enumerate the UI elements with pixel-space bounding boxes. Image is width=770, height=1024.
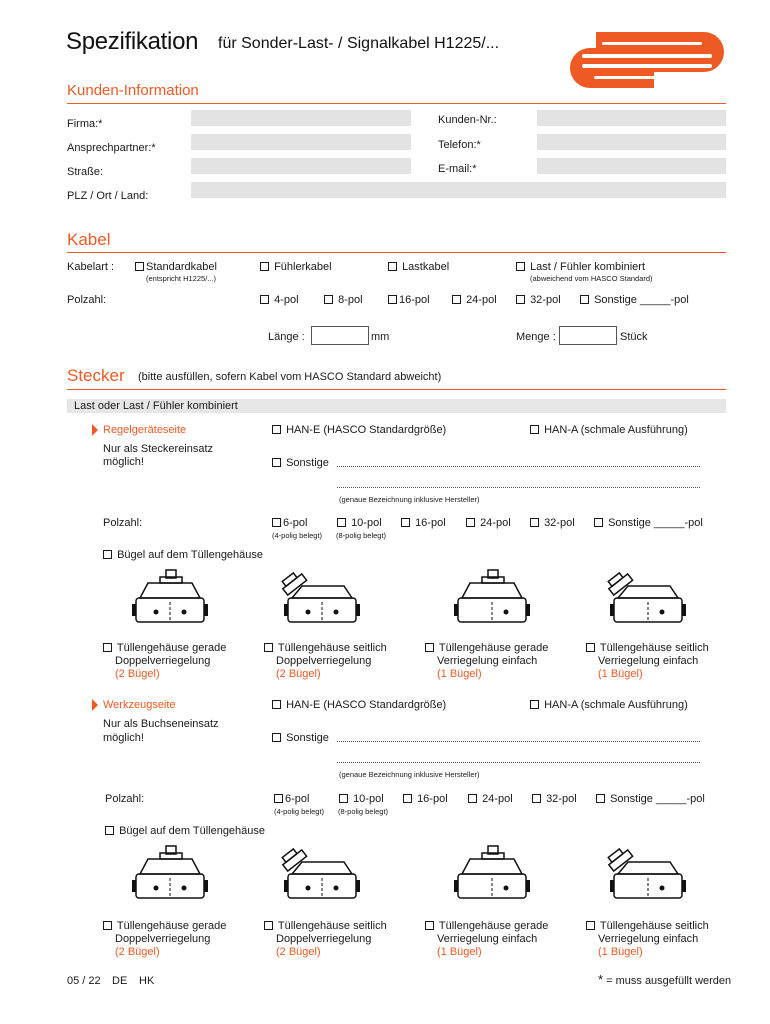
werkzeug-housing-option[interactable]: Tüllengehäuse seitlich Doppelverriegelung (2 Bügel) (264, 920, 387, 959)
checkbox[interactable] (324, 295, 333, 304)
werkzeug-sonstige-line[interactable] (337, 741, 700, 742)
footer-date: 05 / 22 (67, 975, 101, 987)
werkzeug-note-2: möglich! (103, 732, 144, 744)
kunden-nr-field[interactable] (537, 110, 726, 126)
checkbox[interactable] (260, 262, 269, 271)
section-kunden-heading: Kunden-Information (67, 82, 199, 99)
checkbox[interactable] (388, 262, 397, 271)
strasse-label: Straße: (67, 166, 104, 178)
laenge-unit: mm (371, 331, 390, 343)
checkbox[interactable] (532, 794, 541, 803)
checkbox[interactable] (272, 458, 281, 467)
housing-side-single-icon (604, 568, 690, 630)
checkbox[interactable] (272, 425, 281, 434)
plz-field[interactable] (191, 182, 726, 198)
checkbox[interactable] (530, 700, 539, 709)
firma-field[interactable] (191, 110, 411, 126)
laenge-field[interactable] (311, 326, 369, 345)
section-kabel-heading: Kabel (67, 230, 111, 249)
regel-han-a-option[interactable]: HAN-A (schmale Ausführung) (530, 424, 688, 436)
werkzeug-polzahl-label: Polzahl: (105, 793, 145, 805)
email-field[interactable] (537, 158, 726, 174)
checkbox[interactable] (339, 794, 348, 803)
checkbox[interactable] (586, 921, 595, 930)
werkzeug-pol-option[interactable]: 32-pol (532, 793, 577, 805)
checkbox[interactable] (103, 550, 112, 559)
checkbox[interactable] (466, 518, 475, 527)
page-title: Spezifikation (66, 28, 199, 55)
werkzeug-han-e-option[interactable]: HAN-E (HASCO Standardgröße) (272, 699, 446, 711)
kombiniert-note: (abweichend vom HASCO Standard) (530, 274, 653, 283)
checkbox[interactable] (274, 794, 283, 803)
checkbox[interactable] (596, 794, 605, 803)
checkbox[interactable] (425, 921, 434, 930)
regel-pol-option[interactable]: Sonstige _____-pol (594, 517, 703, 529)
checkbox[interactable] (516, 295, 525, 304)
regel-note-2: möglich! (103, 456, 144, 468)
footer-lang: DE (112, 975, 128, 987)
hasco-logo (566, 28, 728, 92)
checkbox[interactable] (594, 518, 603, 527)
werkzeug-housing-option[interactable]: Tüllengehäuse gerade Doppelverriegelung (2 Bügel) (103, 920, 226, 959)
checkbox[interactable] (103, 921, 112, 930)
arrow-icon (92, 424, 98, 436)
checkbox[interactable] (264, 921, 273, 930)
telefon-label: Telefon:* (438, 139, 481, 151)
checkbox[interactable] (403, 794, 412, 803)
regel-polzahl-label: Polzahl: (103, 517, 143, 529)
checkbox[interactable] (272, 518, 281, 527)
stecker-bar-label: Last oder Last / Fühler kombiniert (74, 400, 238, 412)
regel-sonstige-option[interactable]: Sonstige (272, 457, 329, 469)
kunden-nr-label: Kunden-Nr.: (438, 114, 497, 126)
werkzeug-sonstige-option[interactable]: Sonstige (272, 732, 329, 744)
checkbox[interactable] (468, 794, 477, 803)
regel-pole-note-2: (8-polig belegt) (336, 531, 387, 540)
menge-unit: Stück (620, 331, 648, 343)
housing-straight-double-icon (130, 844, 210, 906)
regel-pol-option[interactable]: 24-pol (466, 517, 511, 529)
housing-side-double-icon (278, 568, 364, 630)
werkzeug-pole-note-1: (4-polig belegt) (274, 807, 325, 816)
kabelart-label: Kabelart : (67, 261, 115, 273)
werkzeug-housing-option[interactable]: Tüllengehäuse gerade Verriegelung einfach (1 Bügel) (425, 920, 548, 959)
polzahl-label: Polzahl: (67, 294, 107, 306)
checkbox[interactable] (105, 826, 114, 835)
checkbox[interactable] (264, 643, 273, 652)
werkzeug-pol-option[interactable]: 6-pol (274, 793, 309, 805)
checkbox[interactable] (135, 262, 144, 271)
regel-note-1: Nur als Steckereinsatz (103, 443, 214, 455)
checkbox[interactable] (401, 518, 410, 527)
stecker-note: (bitte ausfüllen, sofern Kabel vom HASCO Standard abweicht) (138, 371, 442, 383)
section-divider (67, 103, 726, 104)
email-label: E-mail:* (438, 163, 477, 175)
arrow-icon (92, 699, 98, 711)
laenge-label: Länge : (268, 331, 305, 343)
strasse-field[interactable] (191, 158, 411, 174)
page-subtitle: für Sonder-Last- / Signalkabel H1225/... (218, 35, 500, 52)
section-stecker-heading: Stecker (67, 366, 125, 385)
regel-bezeichnung-note: (genaue Bezeichnung inklusive Hersteller) (339, 495, 480, 504)
checkbox[interactable] (580, 295, 589, 304)
section-divider (67, 389, 726, 390)
werkzeug-sonstige-line-2[interactable] (337, 762, 700, 763)
werkzeug-han-a-option[interactable]: HAN-A (schmale Ausführung) (530, 699, 688, 711)
kabel-pol-option[interactable]: 16-pol (388, 294, 430, 306)
checkbox[interactable] (272, 733, 281, 742)
checkbox[interactable] (260, 295, 269, 304)
regel-sonstige-line-2[interactable] (337, 487, 700, 488)
checkbox[interactable] (388, 295, 397, 304)
kabel-pol-option[interactable]: 24-pol (452, 294, 497, 306)
menge-field[interactable] (559, 326, 617, 345)
kabel-pol-option[interactable]: Sonstige _____-pol (580, 294, 689, 306)
werkzeug-bezeichnung-note: (genaue Bezeichnung inklusive Hersteller) (339, 770, 480, 779)
checkbox[interactable] (516, 262, 525, 271)
ansprechpartner-label: Ansprechpartner:* (67, 142, 156, 154)
telefon-field[interactable] (537, 134, 726, 150)
checkbox[interactable] (530, 518, 539, 527)
regel-housing-option[interactable]: Tüllengehäuse seitlich Doppelverriegelung (2 Bügel) (264, 642, 387, 681)
checkbox[interactable] (272, 700, 281, 709)
housing-straight-double-icon (130, 568, 210, 630)
regel-buegel-option[interactable]: Bügel auf dem Tüllengehäuse (103, 549, 263, 561)
regel-housing-option[interactable]: Tüllengehäuse seitlich Verriegelung einfach (1 Bügel) (586, 642, 709, 681)
standardkabel-note: (entspricht H1225/...) (146, 274, 217, 283)
standardkabel-option[interactable]: Standardkabel (135, 261, 217, 273)
kabel-pol-option[interactable]: 4-pol (260, 294, 299, 306)
regel-sonstige-line[interactable] (337, 466, 700, 467)
ansprechpartner-field[interactable] (191, 134, 411, 150)
regel-pol-option[interactable]: 6-pol (272, 517, 307, 529)
checkbox[interactable] (103, 643, 112, 652)
housing-side-double-icon (278, 844, 364, 906)
regel-pol-option[interactable]: 32-pol (530, 517, 575, 529)
section-divider (67, 252, 726, 253)
werkzeug-pol-option[interactable]: 24-pol (468, 793, 513, 805)
kabel-pol-option[interactable]: 32-pol (516, 294, 561, 306)
werkzeug-note-1: Nur als Buchseneinsatz (103, 718, 219, 730)
kombiniert-option[interactable]: Last / Fühler kombiniert (516, 261, 645, 273)
housing-side-single-icon (604, 844, 690, 906)
werkzeug-housing-option[interactable]: Tüllengehäuse seitlich Verriegelung einfach (1 Bügel) (586, 920, 709, 959)
checkbox[interactable] (530, 425, 539, 434)
checkbox[interactable] (425, 643, 434, 652)
regel-pol-option[interactable]: 16-pol (401, 517, 446, 529)
regel-housing-option[interactable]: Tüllengehäuse gerade Doppelverriegelung (2 Bügel) (103, 642, 226, 681)
werkzeug-pole-note-2: (8-polig belegt) (338, 807, 389, 816)
werkzeug-pol-option[interactable]: 10-pol (339, 793, 384, 805)
checkbox[interactable] (586, 643, 595, 652)
werkzeug-pol-option[interactable]: Sonstige _____-pol (596, 793, 705, 805)
regel-title: Regelgeräteseite (103, 424, 187, 436)
regel-housing-option[interactable]: Tüllengehäuse gerade Verriegelung einfach (1 Bügel) (425, 642, 548, 681)
regel-pole-note-1: (4-polig belegt) (272, 531, 323, 540)
housing-straight-single-icon (452, 568, 532, 630)
kabel-pol-option[interactable]: 8-pol (324, 294, 363, 306)
checkbox[interactable] (337, 518, 346, 527)
lastkabel-option[interactable]: Lastkabel (388, 261, 449, 273)
footer-code: HK (139, 975, 155, 987)
werkzeug-buegel-option[interactable]: Bügel auf dem Tüllengehäuse (105, 825, 265, 837)
werkzeug-pol-option[interactable]: 16-pol (403, 793, 448, 805)
plz-label: PLZ / Ort / Land: (67, 190, 149, 202)
regel-han-e-option[interactable]: HAN-E (HASCO Standardgröße) (272, 424, 446, 436)
firma-label: Firma:* (67, 118, 103, 130)
fuehlerkabel-option[interactable]: Fühlerkabel (260, 261, 332, 273)
footer-legend: * = muss ausgefüllt werden (598, 972, 732, 987)
housing-straight-single-icon (452, 844, 532, 906)
werkzeug-title: Werkzeugseite (103, 699, 176, 711)
menge-label: Menge : (516, 331, 556, 343)
regel-pol-option[interactable]: 10-pol (337, 517, 382, 529)
checkbox[interactable] (452, 295, 461, 304)
